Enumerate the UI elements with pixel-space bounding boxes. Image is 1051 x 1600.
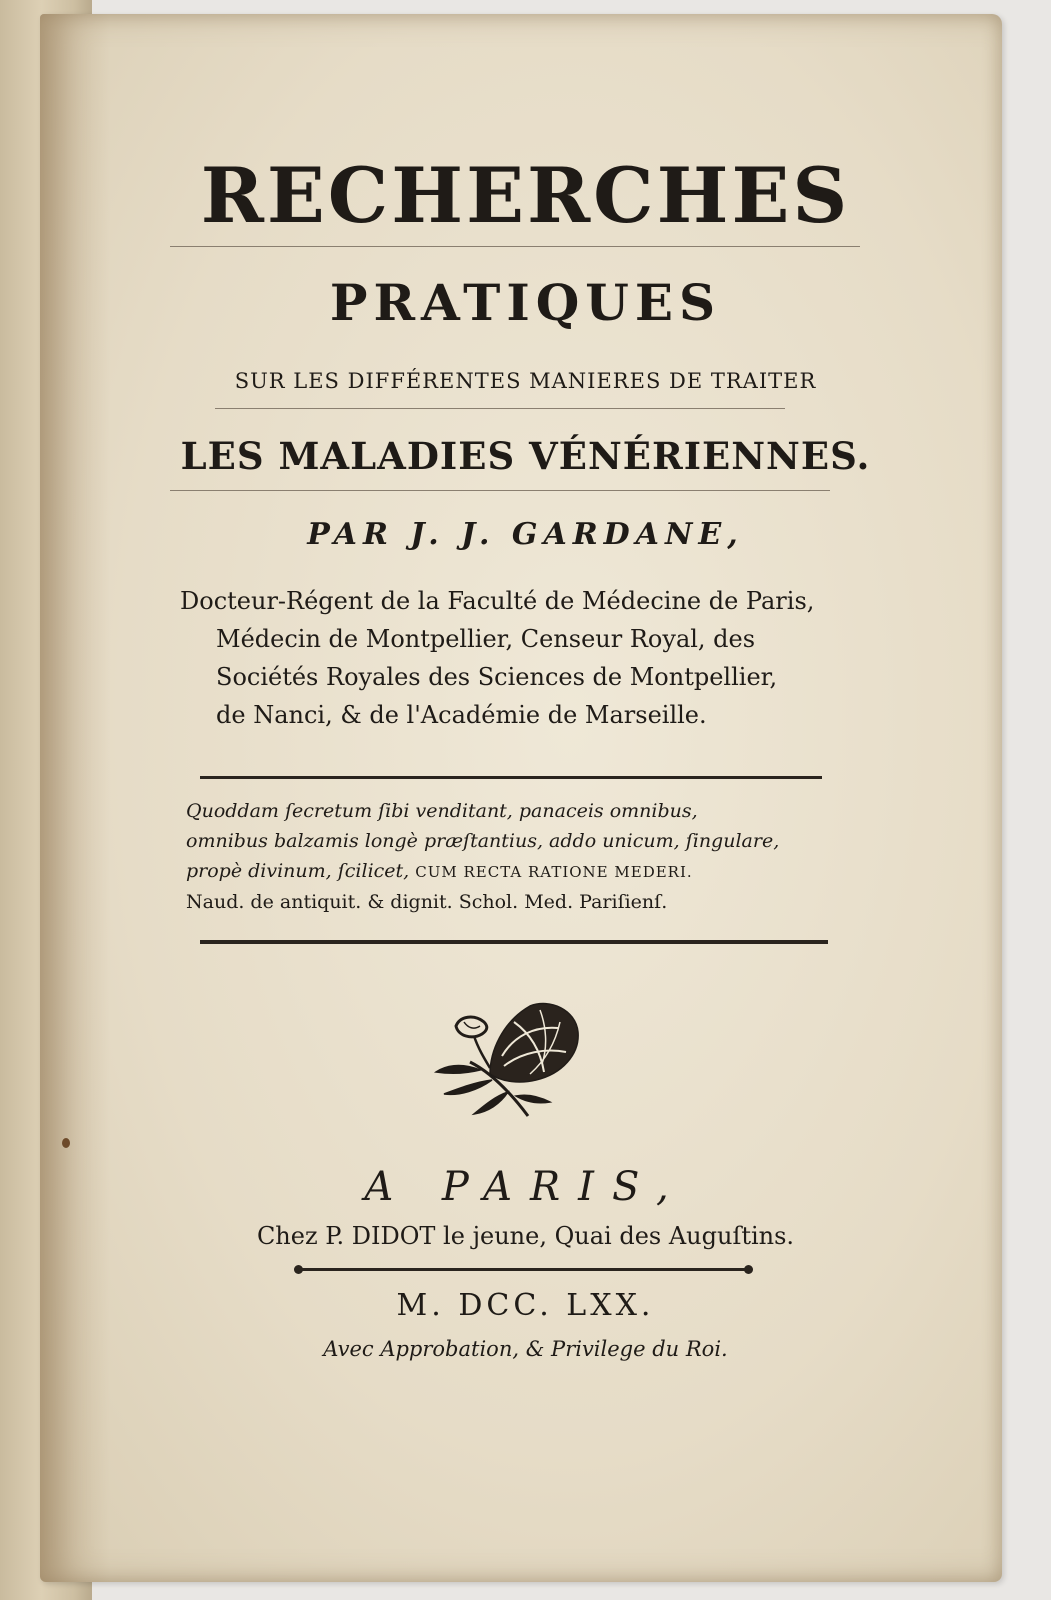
- epigraph-rule-bottom: [200, 940, 828, 944]
- epigraph: [186, 796, 846, 917]
- epigraph-line-caps: CUM RECTA RATIONE MEDERI.: [415, 863, 693, 881]
- publication-year: M. DCC. LXX.: [396, 1288, 655, 1323]
- place-of-publication: A PARIS,: [364, 1164, 687, 1210]
- affiliation-line: de Nanci, & de l'Académie de Marseille.: [216, 701, 707, 729]
- rule-end-dot: [744, 1265, 753, 1274]
- epigraph-line-3: [186, 856, 846, 887]
- foxing-spot: [62, 1138, 70, 1148]
- affiliation-line: Médecin de Montpellier, Censeur Royal, des: [216, 625, 756, 653]
- subject-underline: [170, 490, 830, 491]
- imprint-rule: [300, 1268, 748, 1271]
- author-line: PAR J. J. GARDANE,: [307, 517, 744, 552]
- epigraph-line: Quoddam ſecretum ſibi venditant, panaceis omnibus,: [186, 800, 698, 822]
- book-subtitle: PRATIQUES: [329, 273, 722, 332]
- epigraph-rule-top: [200, 776, 822, 779]
- description-underline: [215, 408, 785, 409]
- privilege-line: Avec Approbation, & Privilege du Roi.: [323, 1337, 728, 1361]
- title-underline: [170, 246, 860, 247]
- affiliation-line: Docteur-Régent de la Faculté de Médecine de Paris,: [180, 587, 815, 615]
- book-subject: LES MALADIES VÉNÉRIENNES.: [180, 434, 871, 478]
- affiliation-line: Sociétés Royales des Sciences de Montpellier,: [216, 663, 778, 691]
- epigraph-line: omnibus balzamis longè præſtantius, addo unicum, ſingulare,: [186, 830, 780, 852]
- epigraph-line-italic: propè divinum, ſcilicet,: [186, 860, 410, 882]
- author-affiliation: [180, 582, 880, 734]
- book-title: RECHERCHES: [200, 151, 851, 240]
- flower-ornament-icon: [430, 992, 590, 1122]
- rule-end-dot: [294, 1265, 303, 1274]
- publisher-line: Chez P. DIDOT le jeune, Quai des Auguſtins.: [256, 1222, 795, 1250]
- epigraph-source: Naud. de antiquit. & dignit. Schol. Med. Pariſienſ.: [186, 891, 668, 913]
- book-description: SUR LES DIFFÉRENTES MANIERES DE TRAITER: [234, 369, 817, 393]
